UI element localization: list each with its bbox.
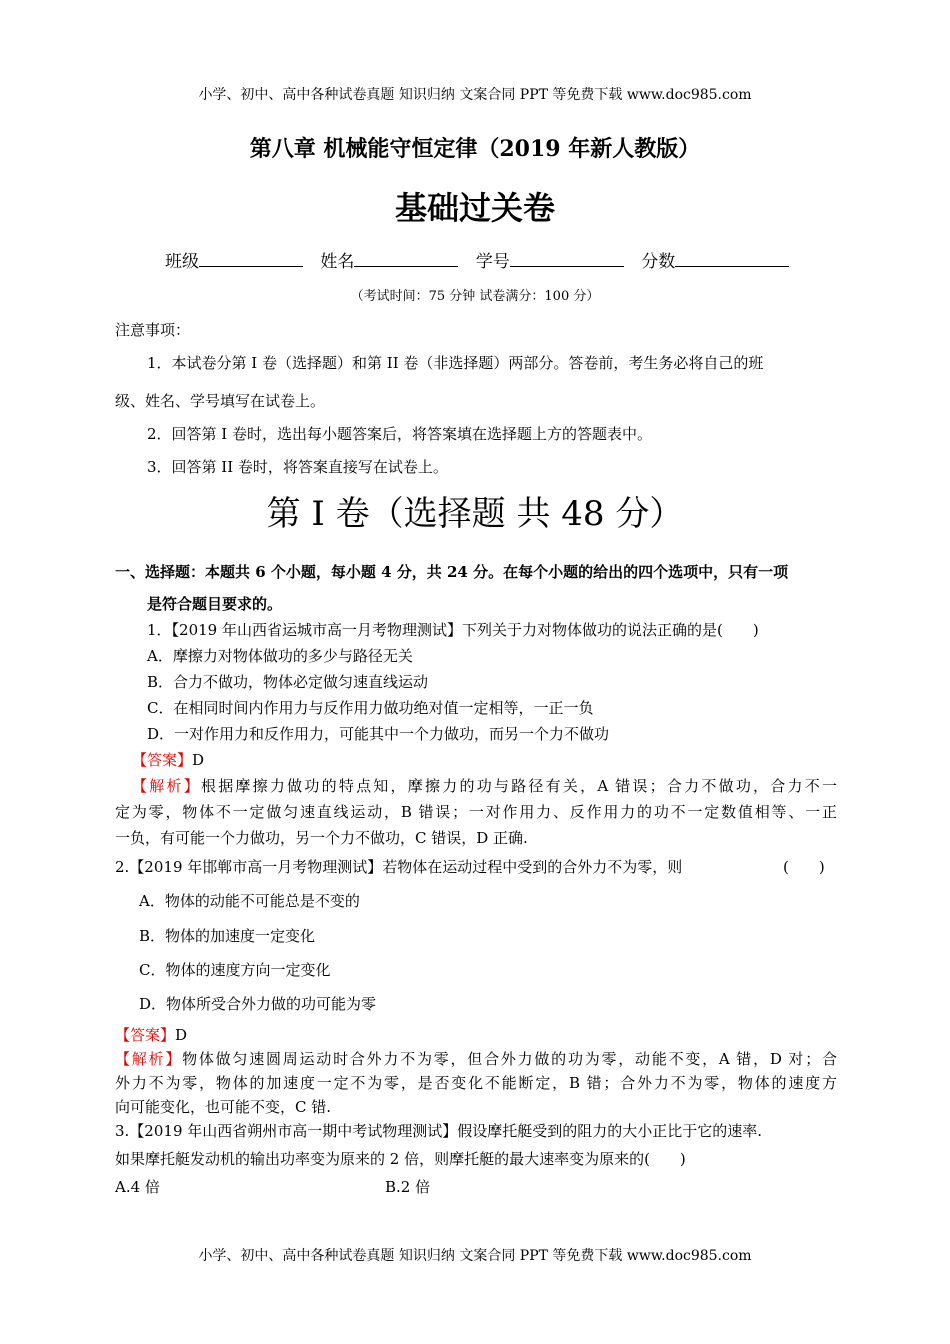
analysis-tag: 【解析】: [132, 777, 201, 795]
document-title: 第八章 机械能守恒定律（2019 年新人教版）: [249, 136, 701, 162]
question-1-analysis-line: 定为零，物体不一定做匀速直线运动，B 错误；一对作用力、反作用力的功不一定数值相等、一正: [115, 803, 837, 821]
field-class-label: 班级: [165, 252, 199, 272]
question-1-analysis-line: 一负，有可能一个力做功，另一个力不做功，C 错误，D 正确.: [115, 829, 528, 847]
note-item: 2．回答第 I 卷时，选出每小题答案后，将答案填在选择题上方的答题表中。: [147, 425, 653, 443]
question-2-option-d: D．物体所受合外力做的功可能为零: [139, 995, 377, 1013]
question-1-option-a: A．摩擦力对物体做功的多少与路径无关: [147, 647, 413, 665]
note-item: 1．本试卷分第 I 卷（选择题）和第 II 卷（非选择题）两部分。答卷前，考生务必将自己的班: [147, 354, 764, 372]
question-3-stem: 3.【2019 年山西省朔州市高一期中考试物理测试】假设摩托艇受到的阻力的大小正比于它的速率.: [115, 1122, 763, 1140]
question-3-option-b: B.2 倍: [385, 1178, 431, 1196]
question-1-stem: 1．【2019 年山西省运城市高一月考物理测试】下列关于力对物体做功的说法正确的是( ): [147, 621, 759, 639]
question-3-stem-cont: 如果摩托艇发动机的输出功率变为原来的 2 倍，则摩托艇的最大速率变为原来的( ): [115, 1150, 686, 1168]
section-heading-cont: 是符合题目要求的。: [147, 595, 283, 613]
answer-value: D: [175, 1026, 188, 1044]
field-class-blank[interactable]: [199, 252, 303, 267]
question-1-answer: [132, 750, 204, 770]
part-title: 第 I 卷（选择题 共 48 分）: [266, 494, 684, 534]
answer-value: D: [192, 751, 205, 769]
question-2-answer: [115, 1025, 187, 1045]
student-info-fields: [165, 251, 801, 273]
question-2-option-a: A．物体的动能不可能总是不变的: [139, 892, 360, 910]
field-name-blank[interactable]: [354, 252, 458, 267]
question-1-option-b: B．合力不做功，物体必定做匀速直线运动: [147, 673, 429, 691]
notes-heading: 注意事项：: [115, 321, 191, 339]
analysis-tag: 【解析】: [115, 1050, 183, 1068]
question-2-analysis-line: 【解析】物体做匀速圆周运动时合外力不为零，但合外力做的功为零，动能不变，A 错，D 对；合: [115, 1050, 837, 1068]
question-1-option-d: D．一对作用力和反作用力，可能其中一个力做功，而另一个力不做功: [147, 725, 610, 743]
question-2-analysis-line: 向可能变化，也可能不变，C 错.: [115, 1098, 332, 1116]
question-1-analysis-line: 【解析】根据摩擦力做功的特点知，摩擦力的功与路径有关，A 错误；合力不做功，合力不一: [132, 777, 837, 795]
answer-tag: 【答案】: [132, 751, 193, 769]
question-2-option-c: C．物体的速度方向一定变化: [139, 961, 331, 979]
question-2-bracket: ( ): [783, 858, 825, 876]
exam-info: （考试时间：75 分钟 试卷满分：100 分）: [350, 289, 600, 304]
field-id-label: 学号: [475, 252, 510, 272]
document-subtitle: 基础过关卷: [394, 189, 555, 227]
field-score-blank[interactable]: [675, 252, 789, 267]
field-name-label: 姓名: [320, 252, 355, 272]
question-3-option-a: A.4 倍: [115, 1178, 160, 1196]
section-heading: 一、选择题：本题共 6 个小题，每小题 4 分，共 24 分。在每个小题的给出的四个选项中，只有一项: [115, 563, 789, 581]
question-2-analysis-line: 外力不为零，物体的加速度一定不为零，是否变化不能断定，B 错；合外力不为零，物体的速度方: [115, 1074, 837, 1092]
note-item: 级、姓名、学号填写在试卷上。: [115, 392, 326, 410]
field-id-blank[interactable]: [510, 252, 624, 267]
answer-tag: 【答案】: [115, 1026, 176, 1044]
question-2-option-b: B．物体的加速度一定变化: [139, 927, 316, 945]
page-header: 小学、初中、高中各种试卷真题 知识归纳 文案合同 PPT 等免费下载 www.doc985.com: [198, 87, 752, 103]
note-item: 3．回答第 II 卷时，将答案直接写在试卷上。: [147, 458, 448, 476]
field-score-label: 分数: [641, 252, 676, 272]
question-1-option-c: C．在相同时间内作用力与反作用力做功绝对值一定相等，一正一负: [147, 699, 594, 717]
question-2-stem: 2.【2019 年邯郸市高一月考物理测试】若物体在运动过程中受到的合外力不为零，则: [115, 858, 683, 876]
page-footer: 小学、初中、高中各种试卷真题 知识归纳 文案合同 PPT 等免费下载 www.doc985.com: [198, 1248, 752, 1264]
